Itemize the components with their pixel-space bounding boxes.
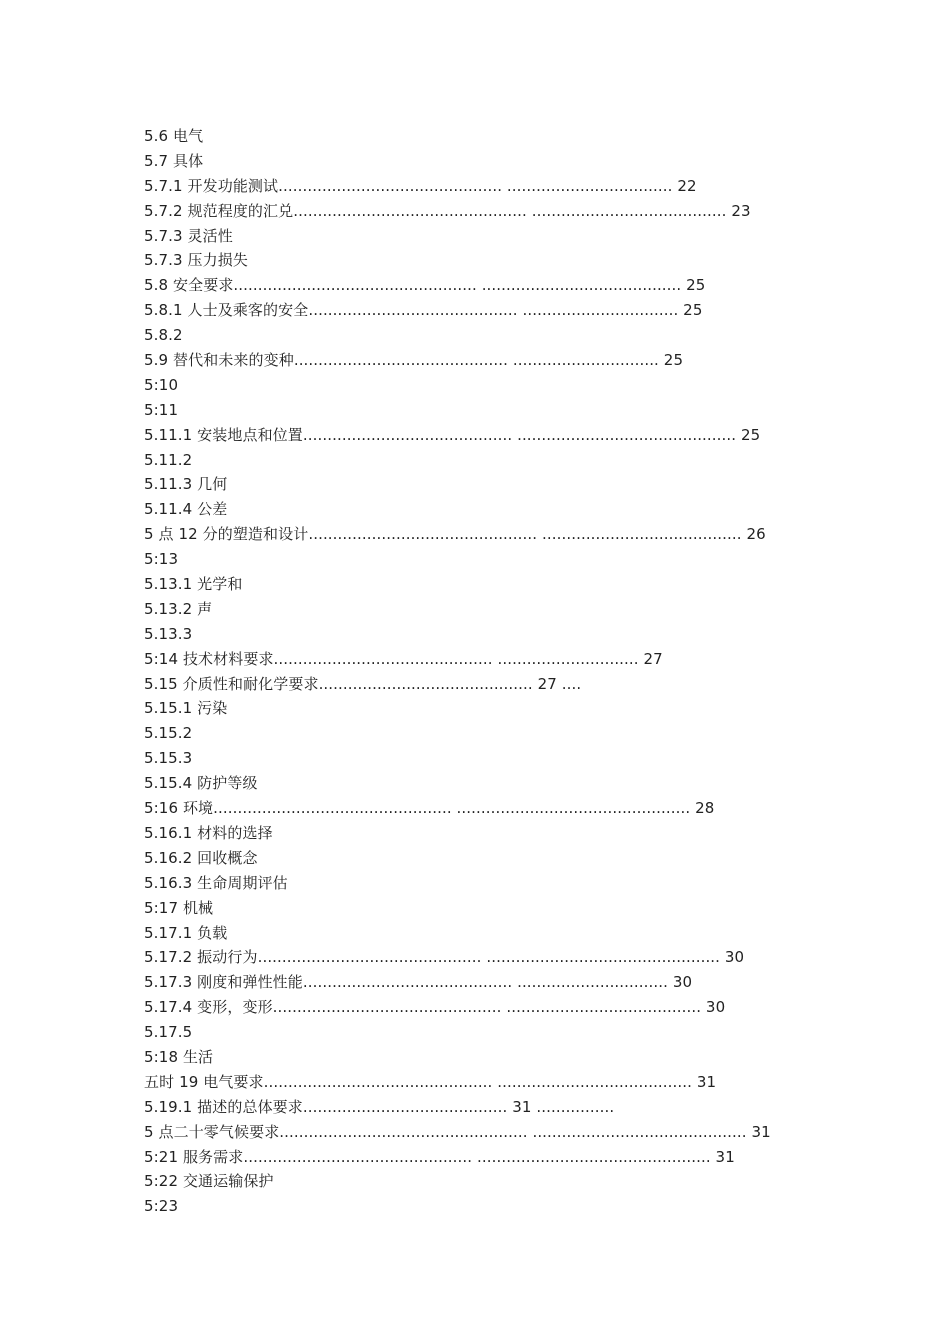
toc-entry: 5.8.1 人士及乘客的安全........................................... ................................ 25 [144,301,703,320]
toc-entry: 5.17.3 刚度和弹性性能........................................... ............................... 30 [144,973,693,992]
toc-entry: 5.7.3 压力损失 [144,251,248,270]
table-of-contents [144,124,904,1219]
toc-entry: 5:10 [144,375,179,394]
toc-entry: 5:13 [144,550,179,569]
toc-entry: 5.11.3 几何 [144,475,228,494]
toc-entry: 5:18 生活 [144,1047,214,1066]
toc-entry: 五时 19 电气要求............................................... ........................................ 31 [144,1072,717,1091]
toc-entry: 5 点二十零气候要求................................................... ............................................ 31 [144,1122,771,1141]
toc-entry: 5.7 具体 [144,151,204,170]
toc-entry: 5.7.1 开发功能测试.............................................. .................................. 22 [144,176,697,195]
toc-entry: 5.15.2 [144,724,193,743]
toc-entry: 5.11.4 公差 [144,500,228,519]
toc-entry: 5:14 技术材料要求............................................. ............................. 27 [144,649,663,668]
toc-entry: 5.17.4 变形，变形............................................... ........................................ 30 [144,998,726,1017]
toc-entry: 5.13.2 声 [144,599,213,618]
toc-entry: 5.17.5 [144,1023,193,1042]
toc-entry: 5.8 安全要求.................................................. ......................................... 25 [144,276,706,295]
toc-entry: 5.8.2 [144,326,183,345]
toc-entry: 5.15.4 防护等级 [144,774,258,793]
toc-entry: 5.16.2 回收概念 [144,848,258,867]
toc-entry: 5.16.1 材料的选择 [144,823,273,842]
toc-entry: 5.11.1 安装地点和位置........................................... ............................................. 25 [144,425,761,444]
toc-entry: 5 点 12 分的塑造和设计............................................... ......................................... 26 [144,525,766,544]
toc-entry: 5.7.3 灵活性 [144,226,233,245]
toc-entry: 5:22 交通运输保护 [144,1172,274,1191]
toc-entry: 5.15.1 污染 [144,699,228,718]
toc-entry: 5.15 介质性和耐化学要求............................................ 27 .... [144,674,582,693]
toc-entry: 5:16 环境................................................. ................................................ 28 [144,799,715,818]
toc-entry: 5.9 替代和未来的变种............................................ .............................. 25 [144,351,684,370]
toc-entry: 5.15.3 [144,749,193,768]
toc-entry: 5.13.3 [144,624,193,643]
toc-entry: 5:17 机械 [144,898,214,917]
toc-entry: 5.6 电气 [144,127,204,145]
toc-entry: 5.7.2 规范程度的汇兑................................................ ........................................ 23 [144,201,751,220]
toc-entry: 5:11 [144,400,179,419]
toc-entry: 5.19.1 描述的总体要求.......................................... 31 ................ [144,1097,615,1116]
toc-entry: 5.16.3 生命周期评估 [144,873,288,892]
toc-entry: 5.17.2 振动行为.............................................. ................................................ 30 [144,948,745,967]
toc-entry: 5.13.1 光学和 [144,575,243,594]
toc-entry: 5.11.2 [144,450,193,469]
toc-entry: 5:21 服务需求............................................... ................................................ 31 [144,1147,735,1166]
toc-entry: 5.17.1 负载 [144,923,228,942]
toc-entry: 5:23 [144,1197,179,1216]
